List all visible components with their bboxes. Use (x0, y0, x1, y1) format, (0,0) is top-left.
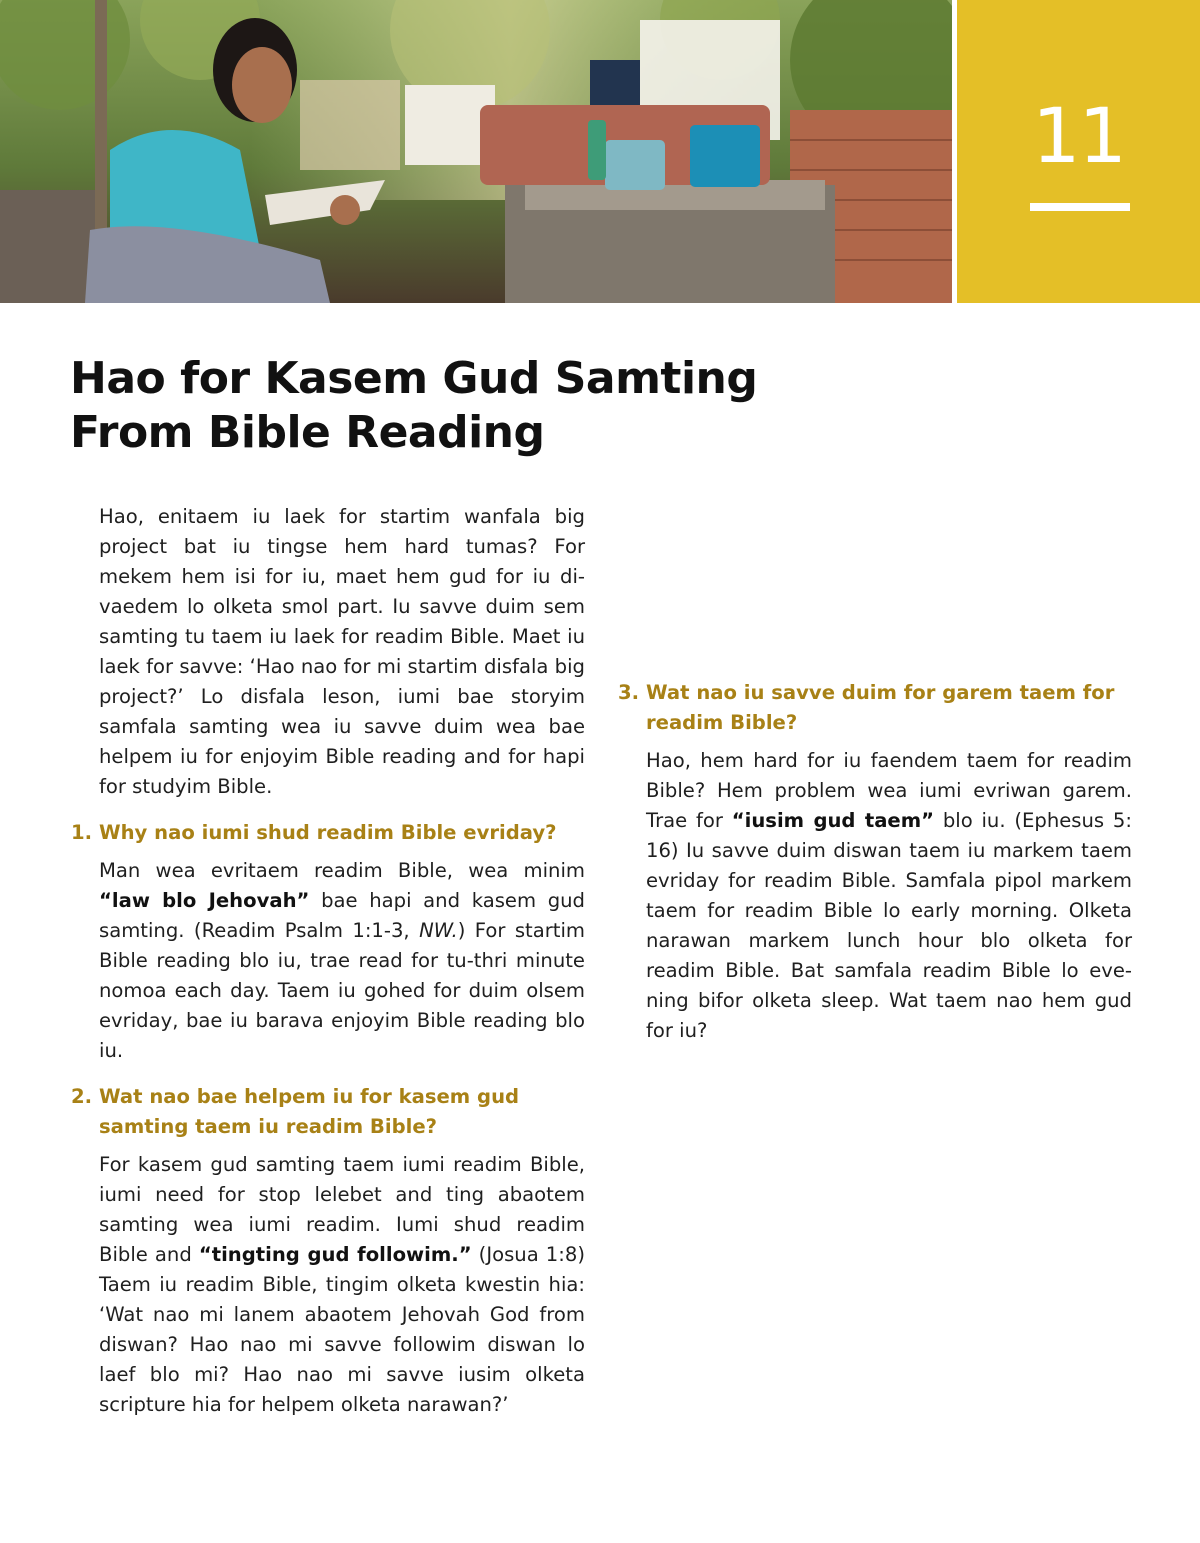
text-run: Hao, hem hard for iu faendem taem for readim Bible? Hem problem wea iumi evriwan garem. Trae for (646, 749, 1132, 832)
bold-phrase: “tingting gud followim.” (198, 1243, 472, 1266)
lesson-number-underline (1030, 203, 1130, 211)
right-column (618, 502, 1132, 1046)
title-line-1: Hao for Kasem Gud Samting (70, 353, 758, 404)
woman-reading-bible-illustration (0, 0, 952, 303)
text-run: For kasem gud samting taem iumi readim Bible, iumi need for stop lelebet and ting abaotem samting wea iumi readim. Iumi shud readim Bible and (99, 1153, 585, 1266)
section-2-question (71, 1082, 585, 1142)
section-3-question (618, 678, 1132, 738)
section-1-paragraph (99, 856, 585, 1066)
section-2-paragraph (99, 1150, 585, 1420)
hero-photo (0, 0, 952, 303)
left-column (71, 502, 585, 1420)
bold-phrase: “iusim gud taem” (731, 809, 935, 832)
page-title (70, 352, 830, 460)
lesson-number: 11 (1032, 91, 1125, 180)
lesson-number-box (957, 0, 1200, 303)
title-line-2: From Bible Reading (70, 407, 545, 458)
text-run: ) For startim Bible reading blo iu, trae read for tu-thri minute nomoa each day. Taem iu gohed for duim olsem evriday, bae iu barava enjoyim Bible reading blo iu. (99, 919, 585, 1062)
text-run: Man wea evritaem readim Bible, wea minim (99, 859, 585, 882)
section-2-question-text: Wat nao bae helpem iu for kasem gud samting taem iu readim Bible? (99, 1085, 520, 1138)
section-3-paragraph (646, 746, 1132, 1046)
text-run: (Josua 1:8) Taem iu readim Bible, tingim olketa kwestin hia: ‘Wat nao mi lanem abaotem Jehovah God from diswan? Hao nao mi savve followim diswan lo laef blo mi? Hao nao mi savve iusim olketa scripture hia for helpem olketa narawan?’ (99, 1243, 585, 1416)
section-3-number: 3. (618, 681, 640, 704)
section-2-number: 2. (71, 1085, 93, 1108)
text-run: bae hapi and kasem gud samting. (Readim Psalm 1:1-3, (99, 889, 585, 942)
bold-phrase: “law blo Jehovah” (99, 889, 310, 912)
section-1-question (71, 818, 585, 848)
section-1-number: 1. (71, 821, 93, 844)
section-1-question-text: Why nao iumi shud readim Bible evriday? (99, 821, 557, 844)
italic-phrase: NW. (419, 919, 458, 942)
section-3-question-text: Wat nao iu savve duim for garem taem for readim Bible? (646, 681, 1115, 734)
intro-paragraph: Hao, enitaem iu laek for startim wanfala big project bat iu tingse hem hard tumas? For mekem hem isi for iu, maet hem gud for iu divaedem lo olketa smol part. Iu savve duim sem samting tu taem iu laek for readim Bible. Maet iu laek for savve: ‘Hao nao for mi startim disfala big project?’ Lo disfala leson, iumi bae storyim samfala samting wea iu savve duim wea bae helpem iu for enjoyim Bible reading and for hapi for studyim Bible. (99, 505, 585, 798)
text-run: blo iu. (Ephesus 5: 16) Iu savve duim diswan taem iu markem taem evriday for readim Bible. Samfala pipol markem taem for readim Bible lo early morning. Olketa narawan markem lunch hour blo olketa for readim Bible. Bat samfala readim Bible lo evening bifor olketa sleep. Wat taem nao hem gud for iu? (646, 809, 1132, 1042)
